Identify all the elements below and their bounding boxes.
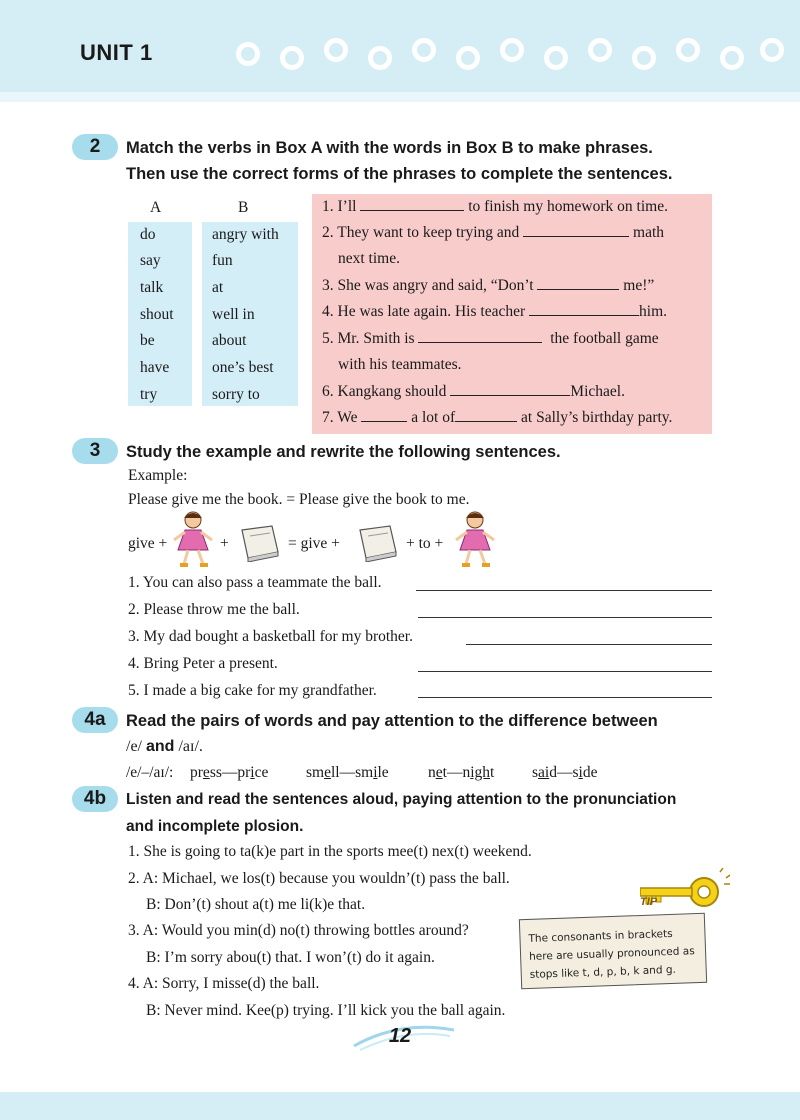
header-shade [0,92,800,102]
answer-blank[interactable] [360,198,464,211]
unit-title: UNIT 1 [80,40,153,65]
answer-blank[interactable] [455,409,517,422]
box-a-item: shout [140,306,174,323]
answer-blank[interactable] [361,409,407,422]
example-label: Example: [128,467,188,484]
box-a-item: be [140,332,155,349]
sentence-line: B: Don’(t) shout a(t) me li(k)e that. [146,896,366,913]
phonetic-label: /e/–/aɪ/: [126,764,174,781]
answer-blank[interactable] [529,303,639,316]
answer-blank[interactable] [537,277,619,290]
sentence-line: B: Never mind. Kee(p) trying. I’ll kick you the ball again. [146,1002,506,1019]
book-icon [356,522,400,562]
formula-give: give + [128,535,168,552]
sentence-2-cont: next time. [338,250,400,267]
answer-blank[interactable] [523,224,629,237]
rewrite-item-1: 1. You can also pass a teammate the ball. [128,574,382,591]
answer-line[interactable] [418,671,712,672]
section-3-title: Study the example and rewrite the following sentences. [126,443,561,461]
key-icon [640,868,730,920]
page-header [0,0,800,100]
sentence-line: 1. She is going to ta(k)e part in the sports mee(t) nex(t) weekend. [128,843,532,860]
page-number: 12 [388,1025,412,1047]
box-a-item: try [140,386,158,403]
box-b-item: one’s best [212,359,274,376]
sentence-line: 2. A: Michael, we los(t) because you wouldn’(t) pass the ball. [128,870,510,887]
section-4b-title-line2: and incomplete plosion. [126,818,304,835]
word-pair-1: press—price [190,764,269,781]
book-icon [238,522,282,562]
rewrite-item-2: 2. Please throw me the ball. [128,601,300,618]
tip-card [519,913,707,989]
answer-line[interactable] [416,590,712,591]
box-a-item: do [140,226,156,243]
box-b-item: angry with [212,226,279,243]
header-circles-decoration [236,34,800,74]
formula-equals-give: = give + [288,535,340,552]
word-pair-3: net—night [428,764,495,781]
rewrite-item-3: 3. My dad bought a basketball for my brother. [128,628,413,645]
rewrite-item-4: 4. Bring Peter a present. [128,655,278,672]
box-b-item: fun [212,252,233,269]
sentence-5: 5. Mr. Smith is the football game [322,330,659,347]
girl-icon [452,510,498,570]
sentence-4: 4. He was late again. His teacher him. [322,303,668,320]
tip-text: The consonants in brackets here are usually pronounced as stops like t, d, p, b, k and g. [528,927,695,981]
box-a-header: A [150,199,162,216]
box-b-item: at [212,279,224,296]
answer-line[interactable] [418,697,712,698]
sentence-3: 3. She was angry and said, “Don’t me!” [322,277,655,294]
section-2-title-line2: Then use the correct forms of the phrases to complete the sentences. [126,165,673,183]
section-4a-badge: 4a [72,707,118,733]
section-4a-title-line1: Read the pairs of words and pay attention to the difference between [126,712,658,730]
answer-line[interactable] [466,644,712,645]
box-b-item: sorry to [212,386,260,403]
girl-icon [170,510,216,570]
sentence-line: 3. A: Would you min(d) no(t) throwing bottles around? [128,922,469,939]
section-4b-title-line1: Listen and read the sentences aloud, paying attention to the pronunciation [126,791,677,808]
section-4b-badge: 4b [72,786,118,812]
answer-blank[interactable] [418,330,542,343]
sentence-line: B: I’m sorry abou(t) that. I won’(t) do it again. [146,949,435,966]
box-a-item: have [140,359,170,376]
sentence-2: 2. They want to keep trying and math [322,224,665,241]
rewrite-item-5: 5. I made a big cake for my grandfather. [128,682,377,699]
word-pair-4: said—side [532,764,598,781]
page-footer [0,1092,800,1120]
section-2-badge: 2 [72,134,118,160]
answer-line[interactable] [418,617,712,618]
box-b-item: well in [212,306,255,323]
box-b-header: B [238,199,249,216]
tip-label: TIP [640,896,658,908]
box-a-item: talk [140,279,164,296]
formula-plus: + [220,535,229,552]
section-2-title-line1: Match the verbs in Box A with the words in Box B to make phrases. [126,139,653,157]
section-3-badge: 3 [72,438,118,464]
sentence-7: 7. We a lot of at Sally’s birthday party. [322,409,673,426]
section-4a-title-line2: /e/ and /aɪ/. [126,738,203,755]
box-b-item: about [212,332,247,349]
sentence-6: 6. Kangkang should Michael. [322,383,625,400]
word-pair-2: smell—smile [306,764,389,781]
sentence-1: 1. I’ll to finish my homework on time. [322,198,668,215]
formula-plus-to: + to + [406,535,444,552]
example-sentence: Please give me the book. = Please give the book to me. [128,491,470,508]
box-a-item: say [140,252,161,269]
sentence-line: 4. A: Sorry, I misse(d) the ball. [128,975,320,992]
sentence-5-cont: with his teammates. [338,356,462,373]
answer-blank[interactable] [450,383,570,396]
